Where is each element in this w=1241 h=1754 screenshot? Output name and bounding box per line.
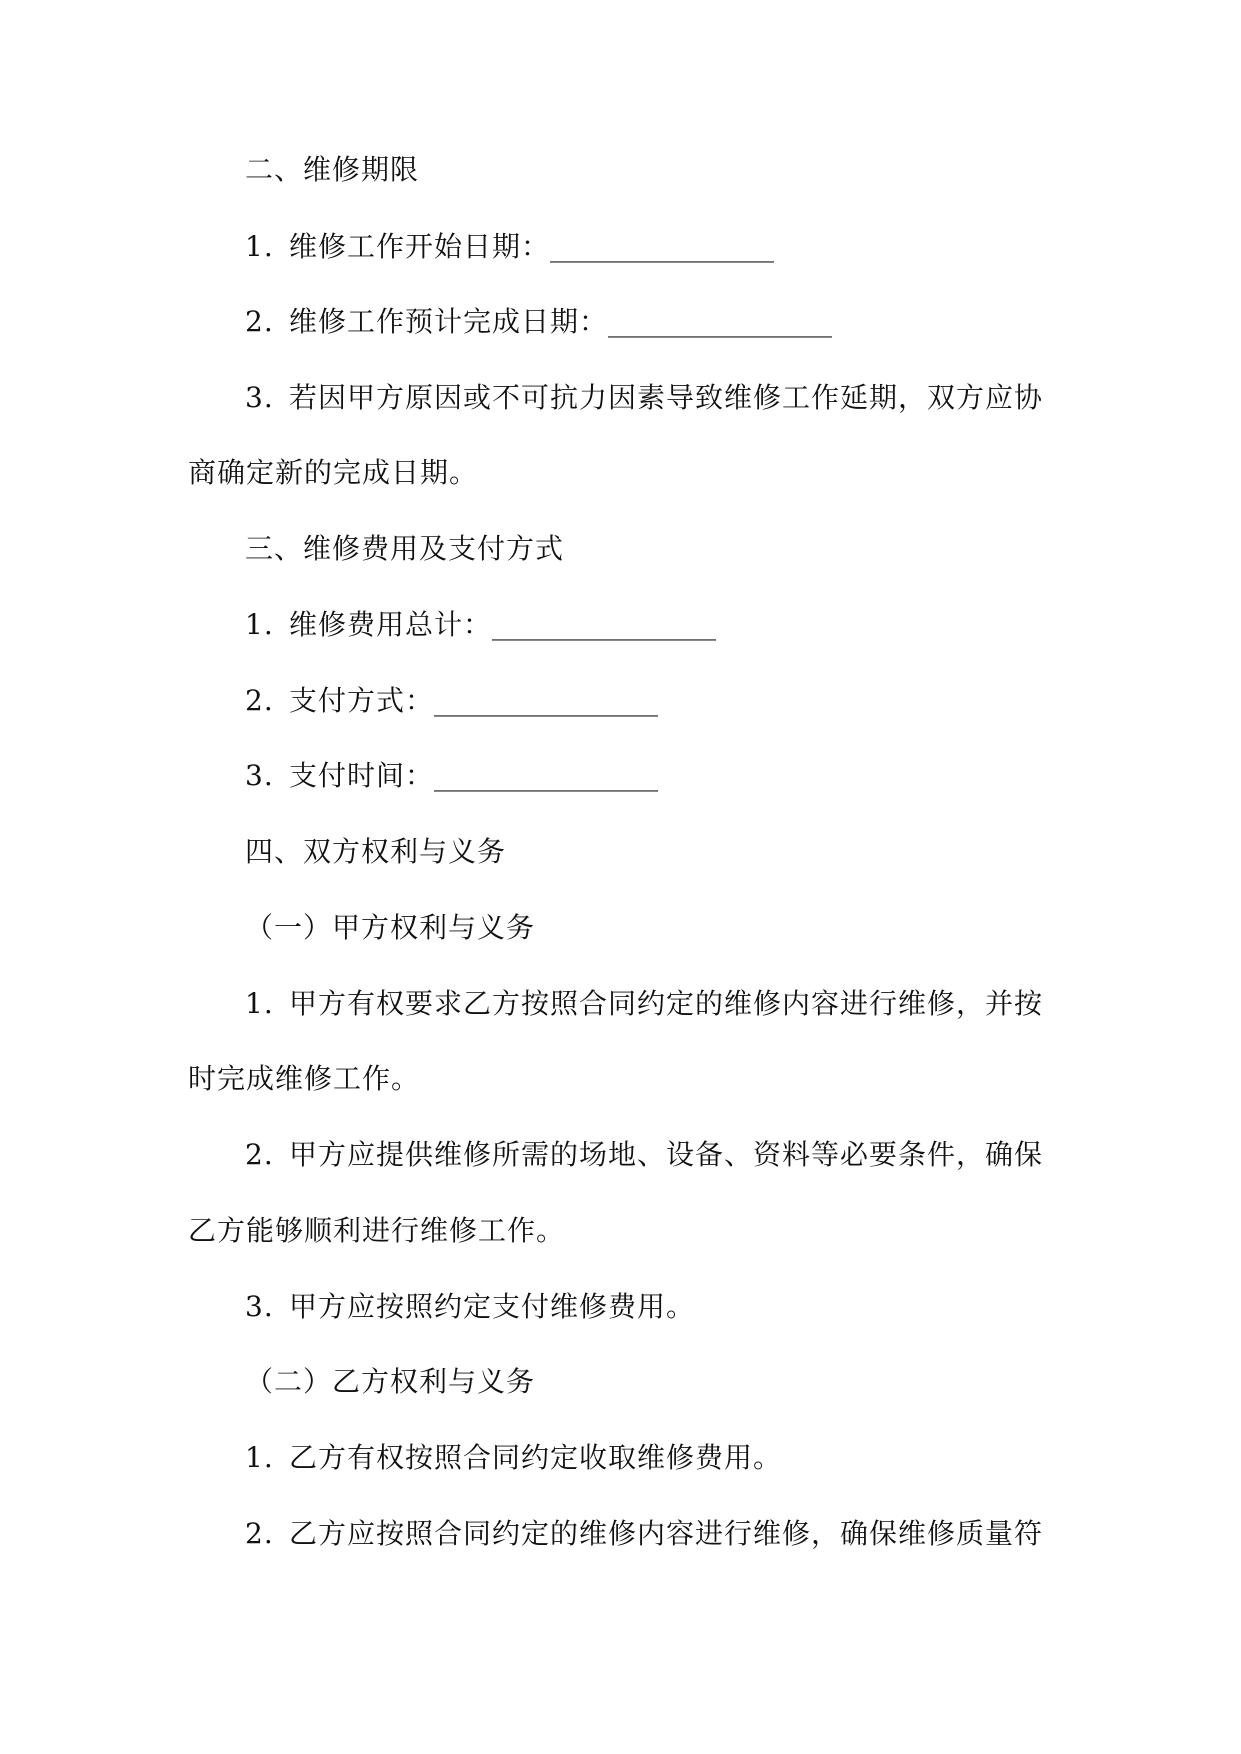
section-heading-4: 四、双方权利与义务 xyxy=(245,835,507,868)
item-number: 2. xyxy=(245,684,274,717)
fill-blank: ________________ xyxy=(550,230,775,263)
list-item xyxy=(245,758,658,794)
item-text: 维修费用总计： xyxy=(289,608,493,641)
item-number: 3. xyxy=(245,759,274,792)
item-number: 1. xyxy=(245,1441,274,1474)
section-heading-2: 二、维修期限 xyxy=(245,153,420,186)
list-item xyxy=(245,683,658,719)
item-number: 2. xyxy=(245,1517,274,1550)
item-continuation: 时完成维修工作。 xyxy=(188,1062,421,1095)
fill-blank: ________________ xyxy=(608,305,833,338)
item-text: 甲方应提供维修所需的场地、设备、资料等必要条件，确保 xyxy=(289,1138,1044,1171)
item-number: 1. xyxy=(245,608,274,641)
item-number: 1. xyxy=(245,230,274,263)
item-continuation: 商确定新的完成日期。 xyxy=(188,456,479,489)
list-item xyxy=(245,229,774,265)
item-number: 2. xyxy=(245,1138,274,1171)
item-number: 3. xyxy=(245,1290,274,1323)
item-text: 乙方有权按照合同约定收取维修费用。 xyxy=(289,1441,783,1474)
item-text: 维修工作预计完成日期： xyxy=(289,305,609,338)
item-number: 2. xyxy=(245,305,274,338)
section-heading-3: 三、维修费用及支付方式 xyxy=(245,532,565,565)
item-text: 支付时间： xyxy=(289,759,435,792)
list-item xyxy=(245,1440,782,1476)
item-number: 3. xyxy=(245,381,274,414)
list-item xyxy=(245,1516,1043,1552)
item-continuation: 乙方能够顺利进行维修工作。 xyxy=(188,1214,566,1247)
item-text: 维修工作开始日期： xyxy=(289,230,551,263)
list-item xyxy=(245,304,832,340)
list-item xyxy=(245,607,716,643)
subsection-heading-party-a: （一）甲方权利与义务 xyxy=(245,911,536,944)
fill-blank: ________________ xyxy=(492,608,717,641)
fill-blank: ________________ xyxy=(434,684,659,717)
item-text: 甲方应按照约定支付维修费用。 xyxy=(289,1290,696,1323)
item-text: 乙方应按照合同约定的维修内容进行维修，确保维修质量符 xyxy=(289,1517,1044,1550)
list-item xyxy=(245,380,1043,416)
subsection-heading-party-b: （二）乙方权利与义务 xyxy=(245,1365,536,1398)
item-text: 若因甲方原因或不可抗力因素导致维修工作延期，双方应协 xyxy=(289,381,1044,414)
list-item xyxy=(245,1289,695,1325)
fill-blank: ________________ xyxy=(434,759,659,792)
list-item xyxy=(245,986,1043,1022)
item-text: 支付方式： xyxy=(289,684,435,717)
item-number: 1. xyxy=(245,987,274,1020)
list-item xyxy=(245,1137,1043,1173)
item-text: 甲方有权要求乙方按照合同约定的维修内容进行维修，并按 xyxy=(289,987,1044,1020)
